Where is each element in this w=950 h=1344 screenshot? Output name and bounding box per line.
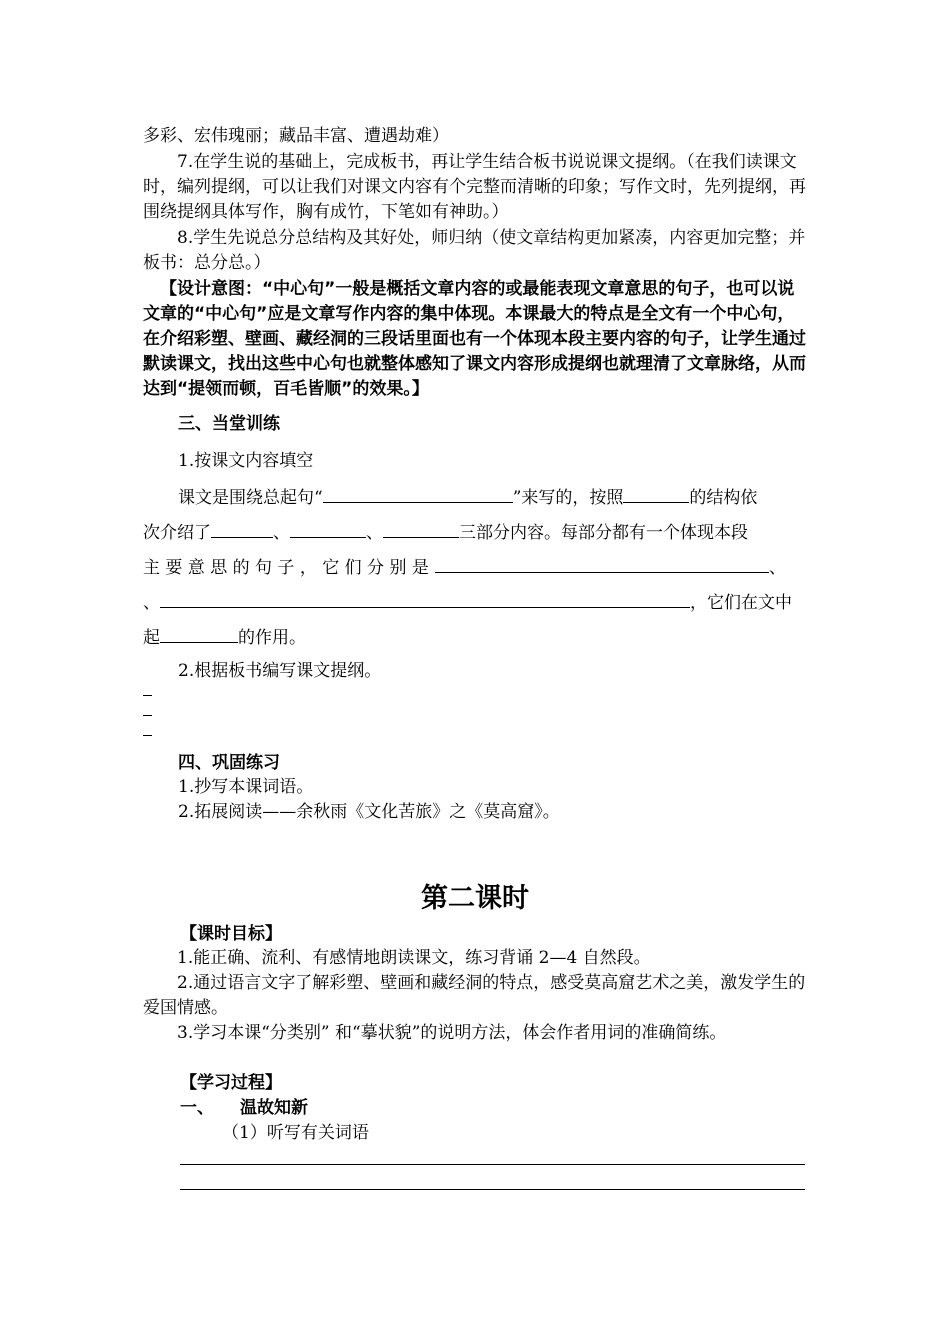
fill-text: 、 [768,558,786,578]
outline-answer-line[interactable] [143,715,152,716]
step-1-heading [180,1096,308,1121]
blank-part-3[interactable] [383,519,459,538]
fill-line-5 [143,624,306,651]
section-4-heading: 四、巩固练习 [178,753,280,773]
fill-text: 的结构依 [689,488,758,508]
blank-structure[interactable] [623,484,689,503]
fill-text: 起 [143,628,160,648]
blank-sentence-2[interactable] [160,589,690,608]
fill-text: 的作用。 [238,628,306,648]
fill-line-1 [178,484,757,511]
step-number: 一、 [180,1098,214,1118]
blank-sentence-1[interactable] [435,554,769,573]
fill-text: 、 [273,523,290,543]
fill-text: 次介绍了 [143,523,211,543]
fill-text: 主 要 意 思 的 句 子 ， 它 们 分 别 是 [143,558,429,578]
practice-item-2: 2.拓展阅读——余秋雨《文化苦旅》之《莫高窟》。 [178,802,560,822]
paragraph-item-7: 7.在学生说的基础上，完成板书，再让学生结合板书说说课文提纲。（在我们读课文时，编列提纲，可以让我们对课文内容有个完整而清晰的印象；写作文时，先列提纲，再围绕提纲具体写作，胸有成竹，下笔如有神助。） [143,152,806,222]
blank-part-1[interactable] [211,519,273,538]
fill-line-4 [143,589,792,616]
dictation-answer-line[interactable] [180,1189,805,1190]
exercise-2-prompt: 2.根据板书编写课文提纲。 [178,661,382,681]
dictation-prompt: （1）听写有关词语 [222,1123,369,1143]
design-intent-note: 【设计意图：“中心句”一般是概括文章内容的或最能表现文章意思的句子，也可以说文章的“中心句”应是文章写作内容的集中体现。本课最大的特点是全文有一个中心句，在介绍彩塑、壁画、藏经洞的三段话里面也有一个体现本段主要内容的句子，让学生通过默读课文，找出这些中心句也就整体感知了课文内容形成提纲也就理清了文章脉络，从而达到“提领而顿，百毛皆顺”的效果。】 [143,279,806,399]
step-label: 温故知新 [240,1098,308,1118]
section-3-heading: 三、当堂训练 [178,414,280,434]
process-heading: 【学习过程】 [180,1073,282,1093]
fill-text: 、 [366,523,383,543]
outline-answer-line[interactable] [143,695,152,696]
fill-text: 三部分内容。每部分都有一个体现本段 [459,523,748,543]
fill-text: 、 [143,593,160,613]
goal-1: 1.能正确、流利、有感情地朗读课文，练习背诵 2—4 自然段。 [177,948,651,968]
exercise-1-prompt: 1.按课文内容填空 [178,451,314,471]
fill-text: ”来写的，按照 [512,488,624,508]
fill-text: ，它们在文中 [690,593,792,613]
blank-part-2[interactable] [290,519,366,538]
fill-line-2 [143,519,748,546]
fill-line-3 [143,554,786,581]
paragraph-continuation: 多彩、宏伟瑰丽；藏品丰富、遭遇劫难） [143,126,449,146]
paragraph-item-8: 8.学生先说总分总结构及其好处，师归纳（使文章结构更加紧凑，内容更加完整；并板书：总分总。） [143,228,806,273]
outline-answer-line[interactable] [143,735,152,736]
goals-heading: 【课时目标】 [180,924,282,944]
lesson-2-title: 第二课时 [421,883,529,914]
blank-central-sentence[interactable] [323,484,513,503]
goal-2: 2.通过语言文字了解彩塑、壁画和藏经洞的特点，感受莫高窟艺术之美，激发学生的爱国情感。 [143,973,806,1018]
practice-item-1: 1.抄写本课词语。 [178,777,314,797]
fill-text: 课文是围绕总起句“ [178,488,323,508]
dictation-answer-line[interactable] [180,1164,805,1165]
blank-function[interactable] [160,624,238,643]
goal-3: 3.学习本课“分类别” 和“摹状貌”的说明方法，体会作者用词的准确简练。 [177,1023,727,1043]
